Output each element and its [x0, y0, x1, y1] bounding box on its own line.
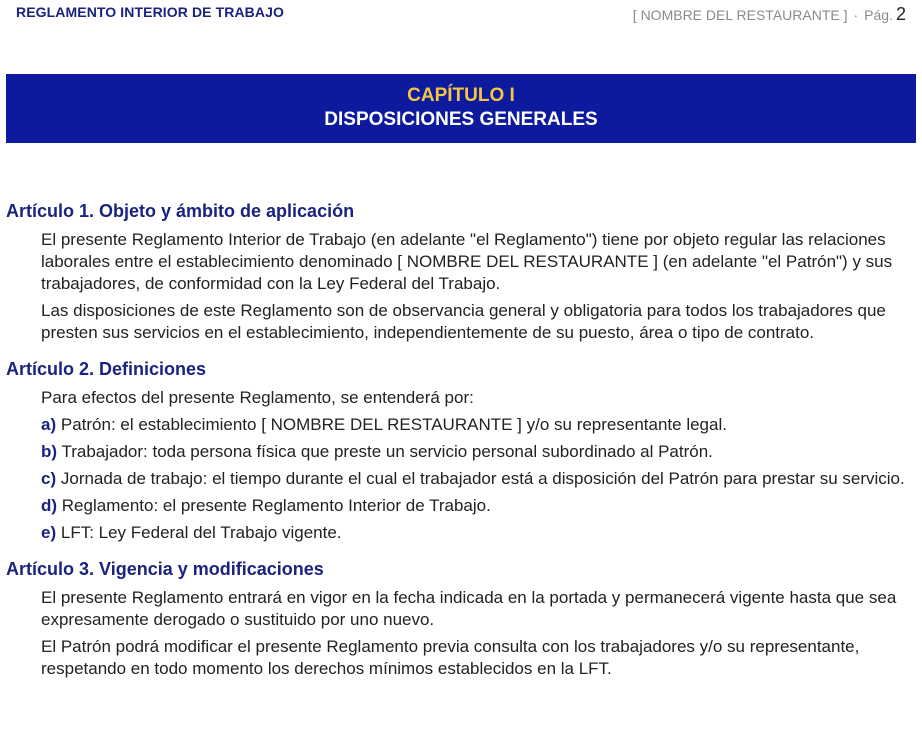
definition-item: [41, 441, 916, 463]
page-info: [633, 4, 906, 25]
chapter-title: DISPOSICIONES GENERALES: [324, 109, 598, 130]
article-2: [6, 357, 916, 544]
chapter-banner: [6, 74, 916, 143]
page-number: 2: [895, 4, 906, 24]
article-heading: Artículo 3. Vigencia y modificaciones: [6, 559, 324, 579]
article-3: [6, 557, 916, 680]
definition-letter: a): [41, 415, 57, 434]
definition-text: Jornada de trabajo: el tiempo durante el cual el trabajador está a disposición del Patrón para prestar su servicio.: [60, 469, 905, 488]
article-1: [6, 199, 916, 344]
definition-text: LFT: Ley Federal del Trabajo vigente.: [60, 523, 342, 542]
restaurant-name-placeholder: [ NOMBRE DEL RESTAURANTE ]: [632, 7, 848, 23]
header-separator: ·: [853, 7, 859, 23]
definition-item: [41, 468, 916, 490]
article-paragraph: El presente Reglamento entrará en vigor en la fecha indicada en la portada y permanecerá vigente hasta que sea expresamente derogado o sustituido por uno nuevo.: [41, 588, 897, 629]
document-title: REGLAMENTO INTERIOR DE TRABAJO: [16, 4, 284, 20]
article-intro: Para efectos del presente Reglamento, se entenderá por:: [41, 388, 474, 407]
definition-letter: b): [41, 442, 58, 461]
definition-text: Patrón: el establecimiento [ NOMBRE DEL RESTAURANTE ] y/o su representante legal.: [60, 415, 727, 434]
chapter-number: CAPÍTULO I: [407, 85, 515, 106]
article-heading: Artículo 1. Objeto y ámbito de aplicación: [6, 201, 355, 221]
document-body: [6, 199, 916, 693]
running-header: [16, 4, 906, 28]
definition-item: [41, 414, 916, 436]
definition-letter: c): [41, 469, 57, 488]
article-paragraph: El presente Reglamento Interior de Trabajo (en adelante "el Reglamento") tiene por objeto regular las relaciones laborales entre el establecimiento denominado [ NOMBRE DEL RESTAURANTE ] (en adelante "el Patrón") y sus trabajadores, de conformidad con la Ley Federal del Trabajo.: [41, 230, 893, 293]
definition-item: [41, 522, 916, 544]
page-label: Pág.: [864, 7, 893, 23]
definition-text: Trabajador: toda persona física que preste un servicio personal subordinado al Patrón.: [61, 442, 713, 461]
definition-text: Reglamento: el presente Reglamento Interior de Trabajo.: [61, 496, 491, 515]
definition-item: [41, 495, 916, 517]
definition-letter: e): [41, 523, 57, 542]
article-paragraph: El Patrón podrá modificar el presente Reglamento previa consulta con los trabajadores y/o su representante, respetando en todo momento los derechos mínimos establecidos en la LFT.: [41, 637, 860, 678]
article-heading: Artículo 2. Definiciones: [6, 359, 207, 379]
definition-letter: d): [41, 496, 58, 515]
article-paragraph: Las disposiciones de este Reglamento son de observancia general y obligatoria para todos los trabajadores que presten sus servicios en el establecimiento, independientemente de su puesto, área o tipo de contrato.: [41, 301, 886, 342]
